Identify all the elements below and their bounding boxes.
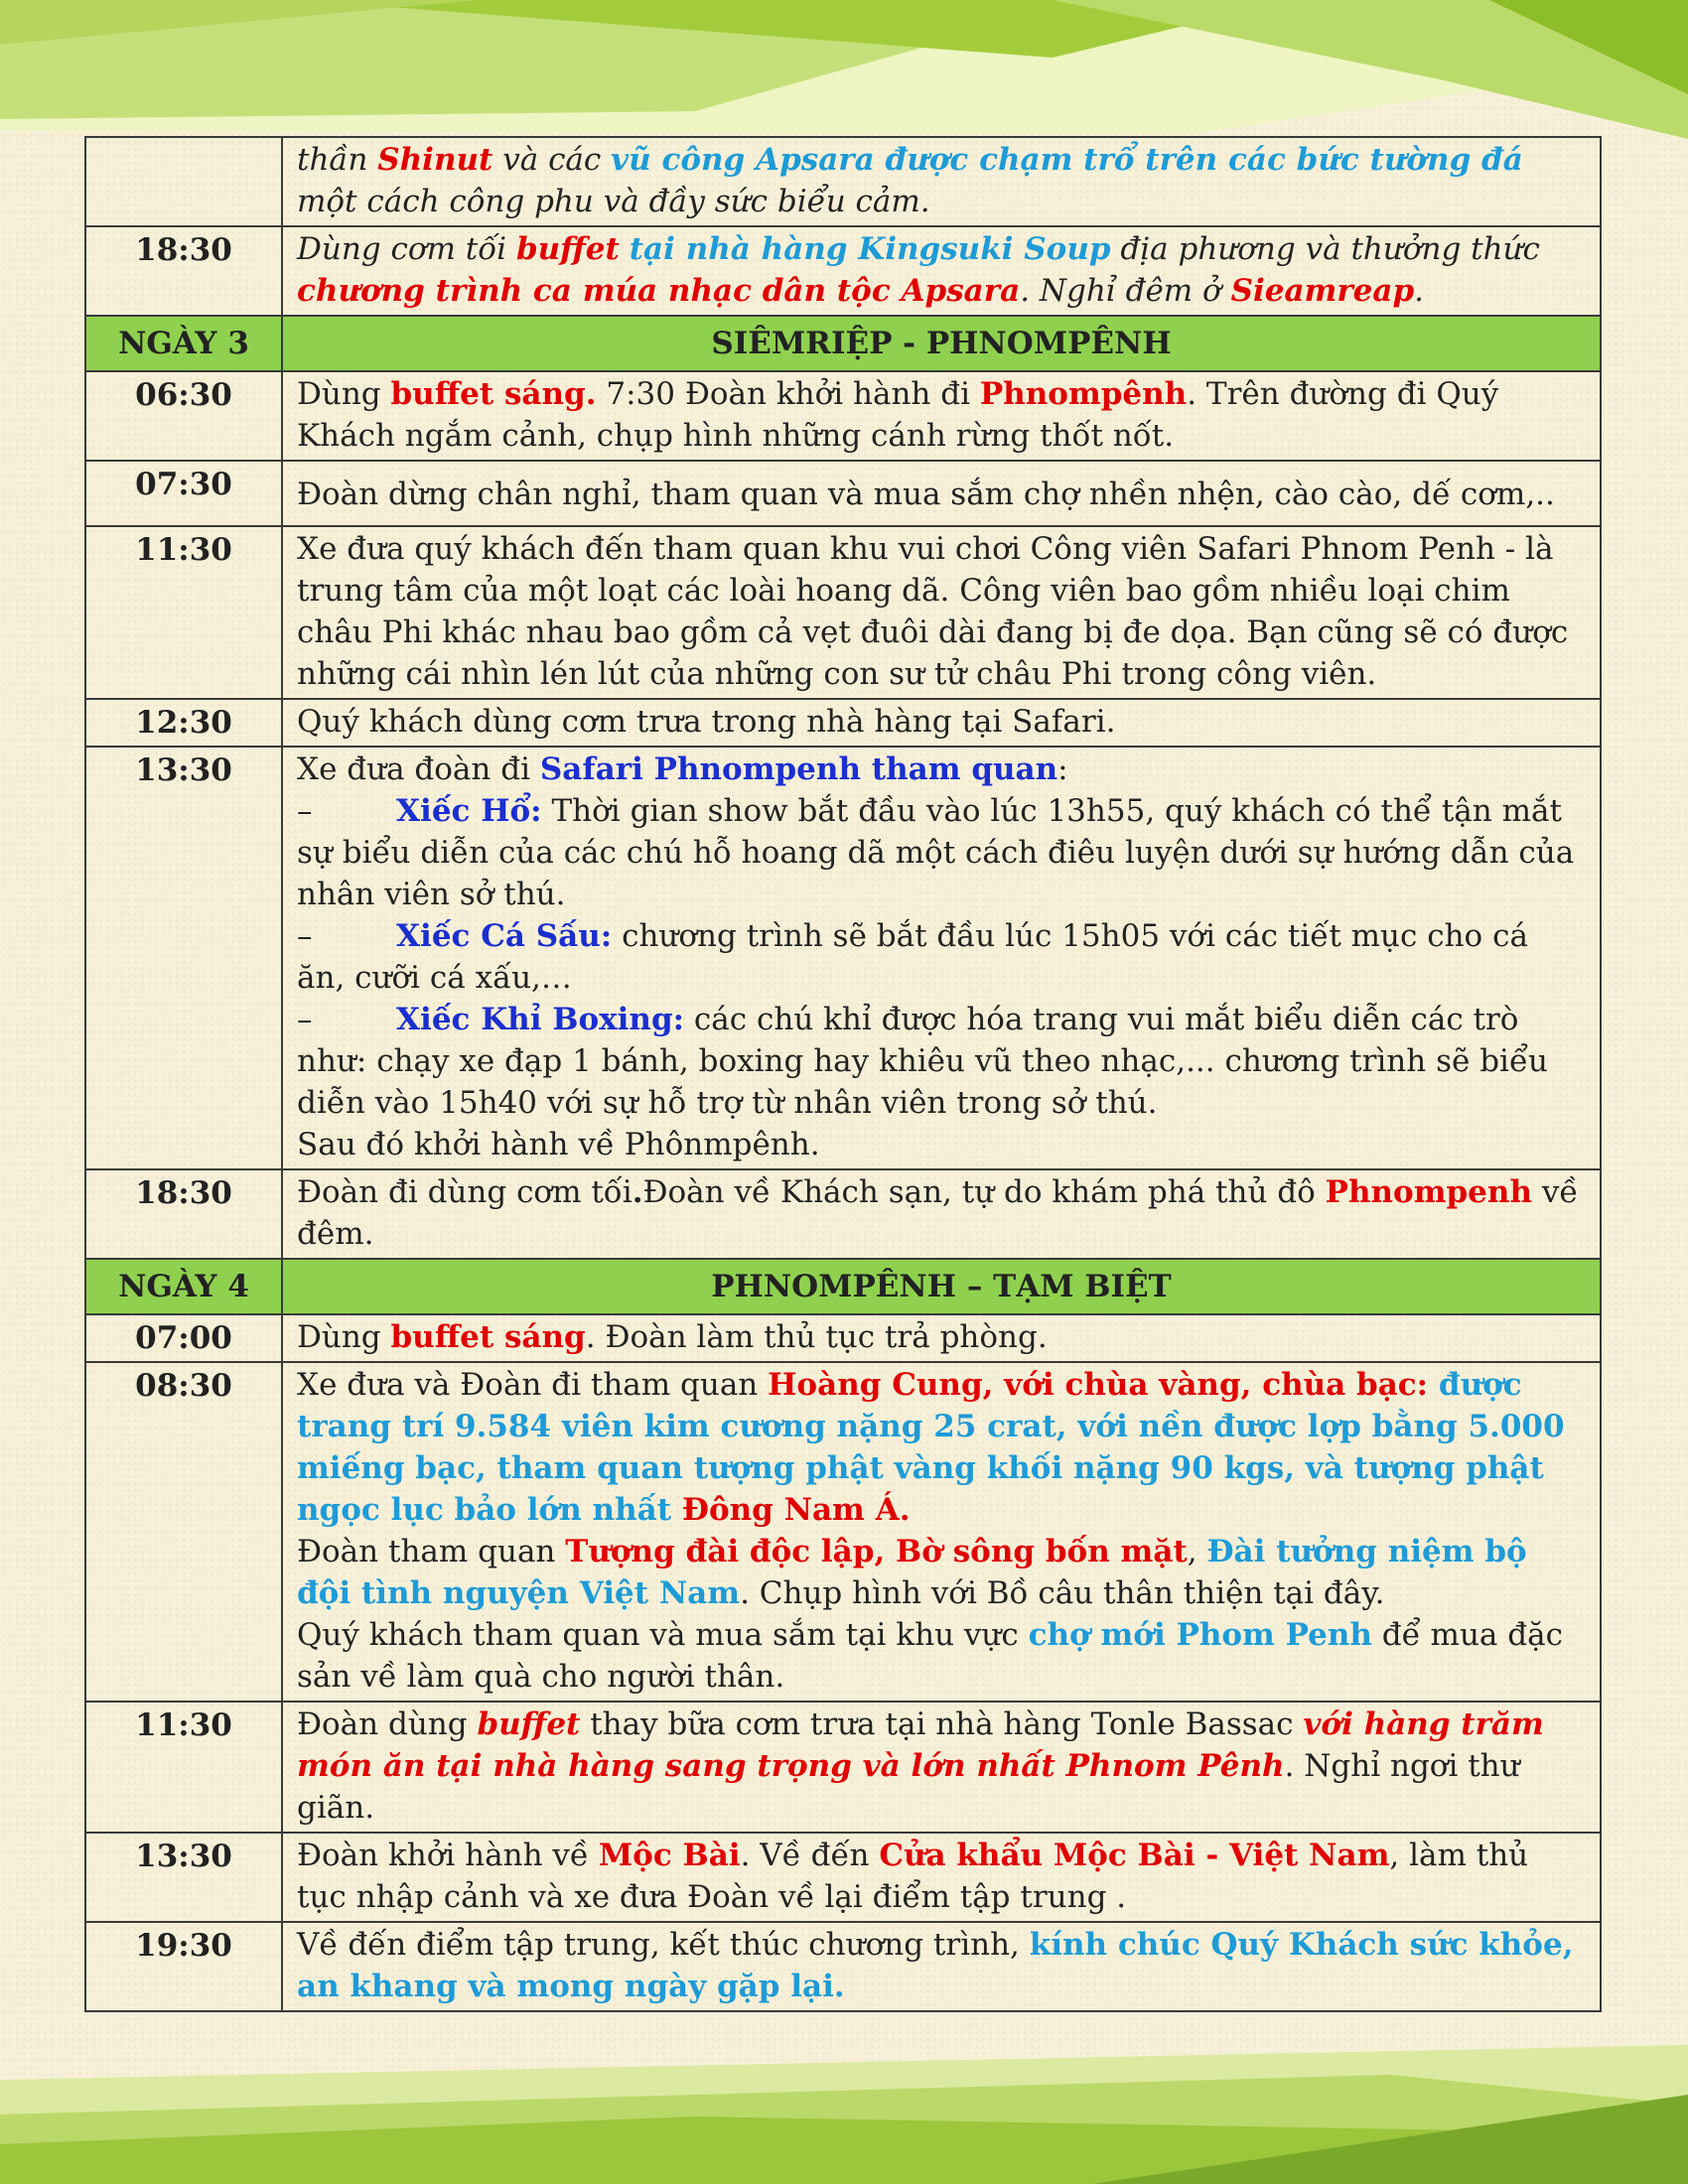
text-span: . Về đến	[740, 1838, 880, 1873]
table-row	[85, 461, 1601, 526]
time-cell	[85, 137, 282, 226]
day-header-row	[85, 1259, 1601, 1314]
table-row	[85, 1169, 1601, 1259]
day-header-row	[85, 316, 1601, 371]
description-cell: Xe đưa quý khách đến tham quan khu vui chơi Công viên Safari Phnom Penh - là trung tâm của một loạt các loài hoang dã. Công viên bao gồm nhiều loại chim châu Phi khác nhau bao gồm cả vẹt đuôi dài đang bị đe dọa. Bạn cũng sẽ có được những cái nhìn lén lút của những con sư tử châu Phi trong công viên.	[282, 526, 1601, 699]
highlight-red: Mộc Bài	[598, 1838, 741, 1873]
description-cell	[282, 1833, 1601, 1922]
description-cell	[282, 371, 1601, 461]
text-span: . Đoàn làm thủ tục trả phòng.	[585, 1319, 1048, 1355]
description-cell	[282, 747, 1601, 1169]
paragraph: Sau đó khởi hành về Phônmpênh.	[297, 1127, 820, 1162]
itinerary-table	[84, 136, 1602, 2012]
table-row	[85, 747, 1601, 1169]
text-span: , làm thủ tục nhập cảnh và xe đưa Đoàn về lại điểm tập trung .	[297, 1838, 1529, 1915]
highlight-blue: Xiếc Khỉ Boxing:	[396, 1002, 685, 1037]
table-row	[85, 1702, 1601, 1833]
highlight-red: Phnompênh	[979, 376, 1188, 412]
description-cell	[282, 1314, 1601, 1362]
text-span: :	[1057, 751, 1068, 787]
time-cell: 08:30	[85, 1362, 282, 1702]
time-cell: 13:30	[85, 747, 282, 1169]
text-span	[620, 231, 630, 267]
text-span: để mua đặc sản về làm quà cho người thân.	[297, 1617, 1563, 1695]
description-cell	[282, 226, 1601, 316]
highlight-cyan: vũ công Apsara được chạm trổ trên các bức tường đá	[611, 142, 1523, 178]
text-span: một cách công phu và đầy sức biểu cảm.	[297, 184, 930, 219]
text-span: Xe đưa đoàn đi	[297, 751, 540, 787]
text-span: . Chụp hình với Bồ câu thân thiện tại đây.	[740, 1575, 1385, 1611]
highlight-red: Shinut	[377, 142, 493, 178]
text-span: Đoàn về Khách sạn, tự do khám phá thủ đô	[642, 1174, 1326, 1210]
time-cell: 11:30	[85, 526, 282, 699]
time-cell: 12:30	[85, 699, 282, 747]
time-cell: 19:30	[85, 1922, 282, 2011]
highlight-cyan: được trang trí 9.584 viên kim cương nặng 25 crat, với nền được lợp bằng 5.000 miếng bạc, tham quan tượng phật vàng khối nặng 90 kgs, và tượng phật ngọc lục bảo lớn nhất	[297, 1367, 1565, 1528]
text-span: . Nghỉ đêm ở	[1020, 273, 1231, 309]
text-span: thần	[297, 142, 378, 178]
text-span: Đoàn tham quan	[297, 1534, 566, 1570]
highlight-red: Tượng đài độc lập, Bờ sông bốn mặt	[565, 1534, 1188, 1570]
highlight-red: Cửa khẩu Mộc Bài - Việt Nam	[879, 1838, 1390, 1873]
highlight-cyan: tại nhà hàng Kingsuki Soup	[629, 231, 1111, 267]
description-cell	[282, 1922, 1601, 2011]
text-span: thay bữa cơm trưa tại nhà hàng Tonle Bassac	[580, 1706, 1304, 1742]
bullet-item	[297, 790, 1586, 915]
text-span: . Trên đường đi Quý Khách ngắm cảnh, chụp hình những cánh rừng thốt nốt.	[297, 376, 1499, 454]
table-row	[85, 137, 1601, 226]
highlight-blue: Safari Phnompenh tham quan	[539, 751, 1058, 787]
dash-bullet: –	[297, 1002, 313, 1037]
highlight-red: buffet sáng.	[390, 376, 597, 412]
text-span: Đoàn khởi hành về	[297, 1838, 599, 1873]
paragraph	[297, 1531, 1586, 1614]
text-span: Đoàn đi dùng cơm tối	[297, 1174, 633, 1210]
time-cell: 07:00	[85, 1314, 282, 1362]
text-span: địa phương và thưởng thức	[1110, 231, 1540, 267]
highlight-red: buffet	[515, 231, 620, 267]
text-span: Dùng	[297, 1319, 391, 1355]
text-span: Về đến điểm tập trung, kết thúc chương trình,	[297, 1927, 1030, 1963]
bullet-item	[297, 999, 1586, 1124]
time-cell: 11:30	[85, 1702, 282, 1833]
table-row	[85, 1314, 1601, 1362]
time-cell: 18:30	[85, 1169, 282, 1259]
top-green-decoration	[0, 0, 1688, 149]
text-span: .	[632, 1174, 643, 1210]
table-row	[85, 1362, 1601, 1702]
highlight-red: Đông Nam Á.	[681, 1492, 911, 1528]
highlight-red: Sieamreap	[1230, 273, 1415, 309]
text-span: . Nghỉ ngơi thư giãn.	[297, 1748, 1520, 1826]
text-span: .	[1414, 273, 1425, 309]
text-span: Thời gian show bắt đầu vào lúc 13h55, quý khách có thể tận mắt sự biểu diễn của các chú hỗ hoang dã một cách điêu luyện dưới sự hướng dẫn của nhân viên sở thú.	[297, 793, 1575, 912]
day-title: PHNOMPÊNH – TẠM BIỆT	[282, 1259, 1601, 1314]
bullet-item	[297, 915, 1586, 999]
highlight-cyan: kính chúc Quý Khách sức khỏe, an khang và mong ngày gặp lại.	[297, 1927, 1574, 2004]
description-cell	[282, 1169, 1601, 1259]
highlight-red: với hàng trăm món ăn tại nhà hàng sang trọng và lớn nhất Phnom Pênh	[297, 1706, 1544, 1784]
description-cell	[282, 1702, 1601, 1833]
text-span: 7:30 Đoàn khởi hành đi	[596, 376, 980, 412]
highlight-cyan: chợ mới Phom Penh	[1028, 1617, 1372, 1653]
time-cell: 18:30	[85, 226, 282, 316]
day-label: NGÀY 4	[85, 1259, 282, 1314]
description-cell: Đoàn dừng chân nghỉ, tham quan và mua sắm chợ nhền nhện, cào cào, dế cơm,..	[282, 461, 1601, 526]
table-row	[85, 699, 1601, 747]
table-row	[85, 1833, 1601, 1922]
highlight-red: buffet	[477, 1706, 581, 1742]
text-span: Quý khách tham quan và mua sắm tại khu vực	[297, 1617, 1029, 1653]
description-cell: Quý khách dùng cơm trưa trong nhà hàng tại Safari.	[282, 699, 1601, 747]
highlight-red: chương trình ca múa nhạc dân tộc Apsara	[297, 273, 1021, 309]
table-row	[85, 226, 1601, 316]
text-span: về đêm.	[297, 1174, 1579, 1252]
paragraph	[297, 1614, 1586, 1698]
day-label: NGÀY 3	[85, 316, 282, 371]
paragraph	[297, 749, 1586, 790]
highlight-cyan: Đài tưởng niệm bộ đội tình nguyện Việt Nam	[297, 1534, 1527, 1611]
text-span: và các	[492, 142, 612, 178]
text-span: Dùng cơm tối	[297, 231, 516, 267]
time-cell: 07:30	[85, 461, 282, 526]
dash-bullet: –	[297, 918, 313, 954]
description-cell	[282, 137, 1601, 226]
time-cell: 06:30	[85, 371, 282, 461]
text-span: ,	[1187, 1534, 1207, 1570]
highlight-red: buffet sáng	[390, 1319, 586, 1355]
table-row	[85, 371, 1601, 461]
highlight-red: Phnompenh	[1325, 1174, 1532, 1210]
paragraph	[297, 1364, 1586, 1531]
table-row	[85, 526, 1601, 699]
highlight-red: Hoàng Cung, với chùa vàng, chùa bạc:	[768, 1367, 1429, 1403]
day-title: SIÊMRIỆP - PHNOMPÊNH	[282, 316, 1601, 371]
text-span: Xe đưa và Đoàn đi tham quan	[297, 1367, 769, 1403]
highlight-blue: Xiếc Cá Sấu:	[396, 918, 613, 954]
highlight-blue: Xiếc Hổ:	[396, 793, 542, 829]
text-span: Dùng	[297, 376, 391, 412]
text-span: chương trình sẽ bắt đầu lúc 15h05 với các tiết mục cho cá ăn, cưỡi cá xấu,…	[297, 918, 1528, 996]
dash-bullet: –	[297, 793, 313, 829]
description-cell	[282, 1362, 1601, 1702]
time-cell: 13:30	[85, 1833, 282, 1922]
bottom-green-decoration	[0, 2035, 1688, 2184]
table-row	[85, 1922, 1601, 2011]
text-span: Đoàn dùng	[297, 1706, 478, 1742]
text-span: các chú khỉ được hóa trang vui mắt biểu diễn các trò như: chạy xe đạp 1 bánh, boxing hay khiêu vũ theo nhạc,... chương trình sẽ biểu diễn vào 15h40 với sự hỗ trợ từ nhân viên trong sở thú.	[297, 1002, 1548, 1121]
